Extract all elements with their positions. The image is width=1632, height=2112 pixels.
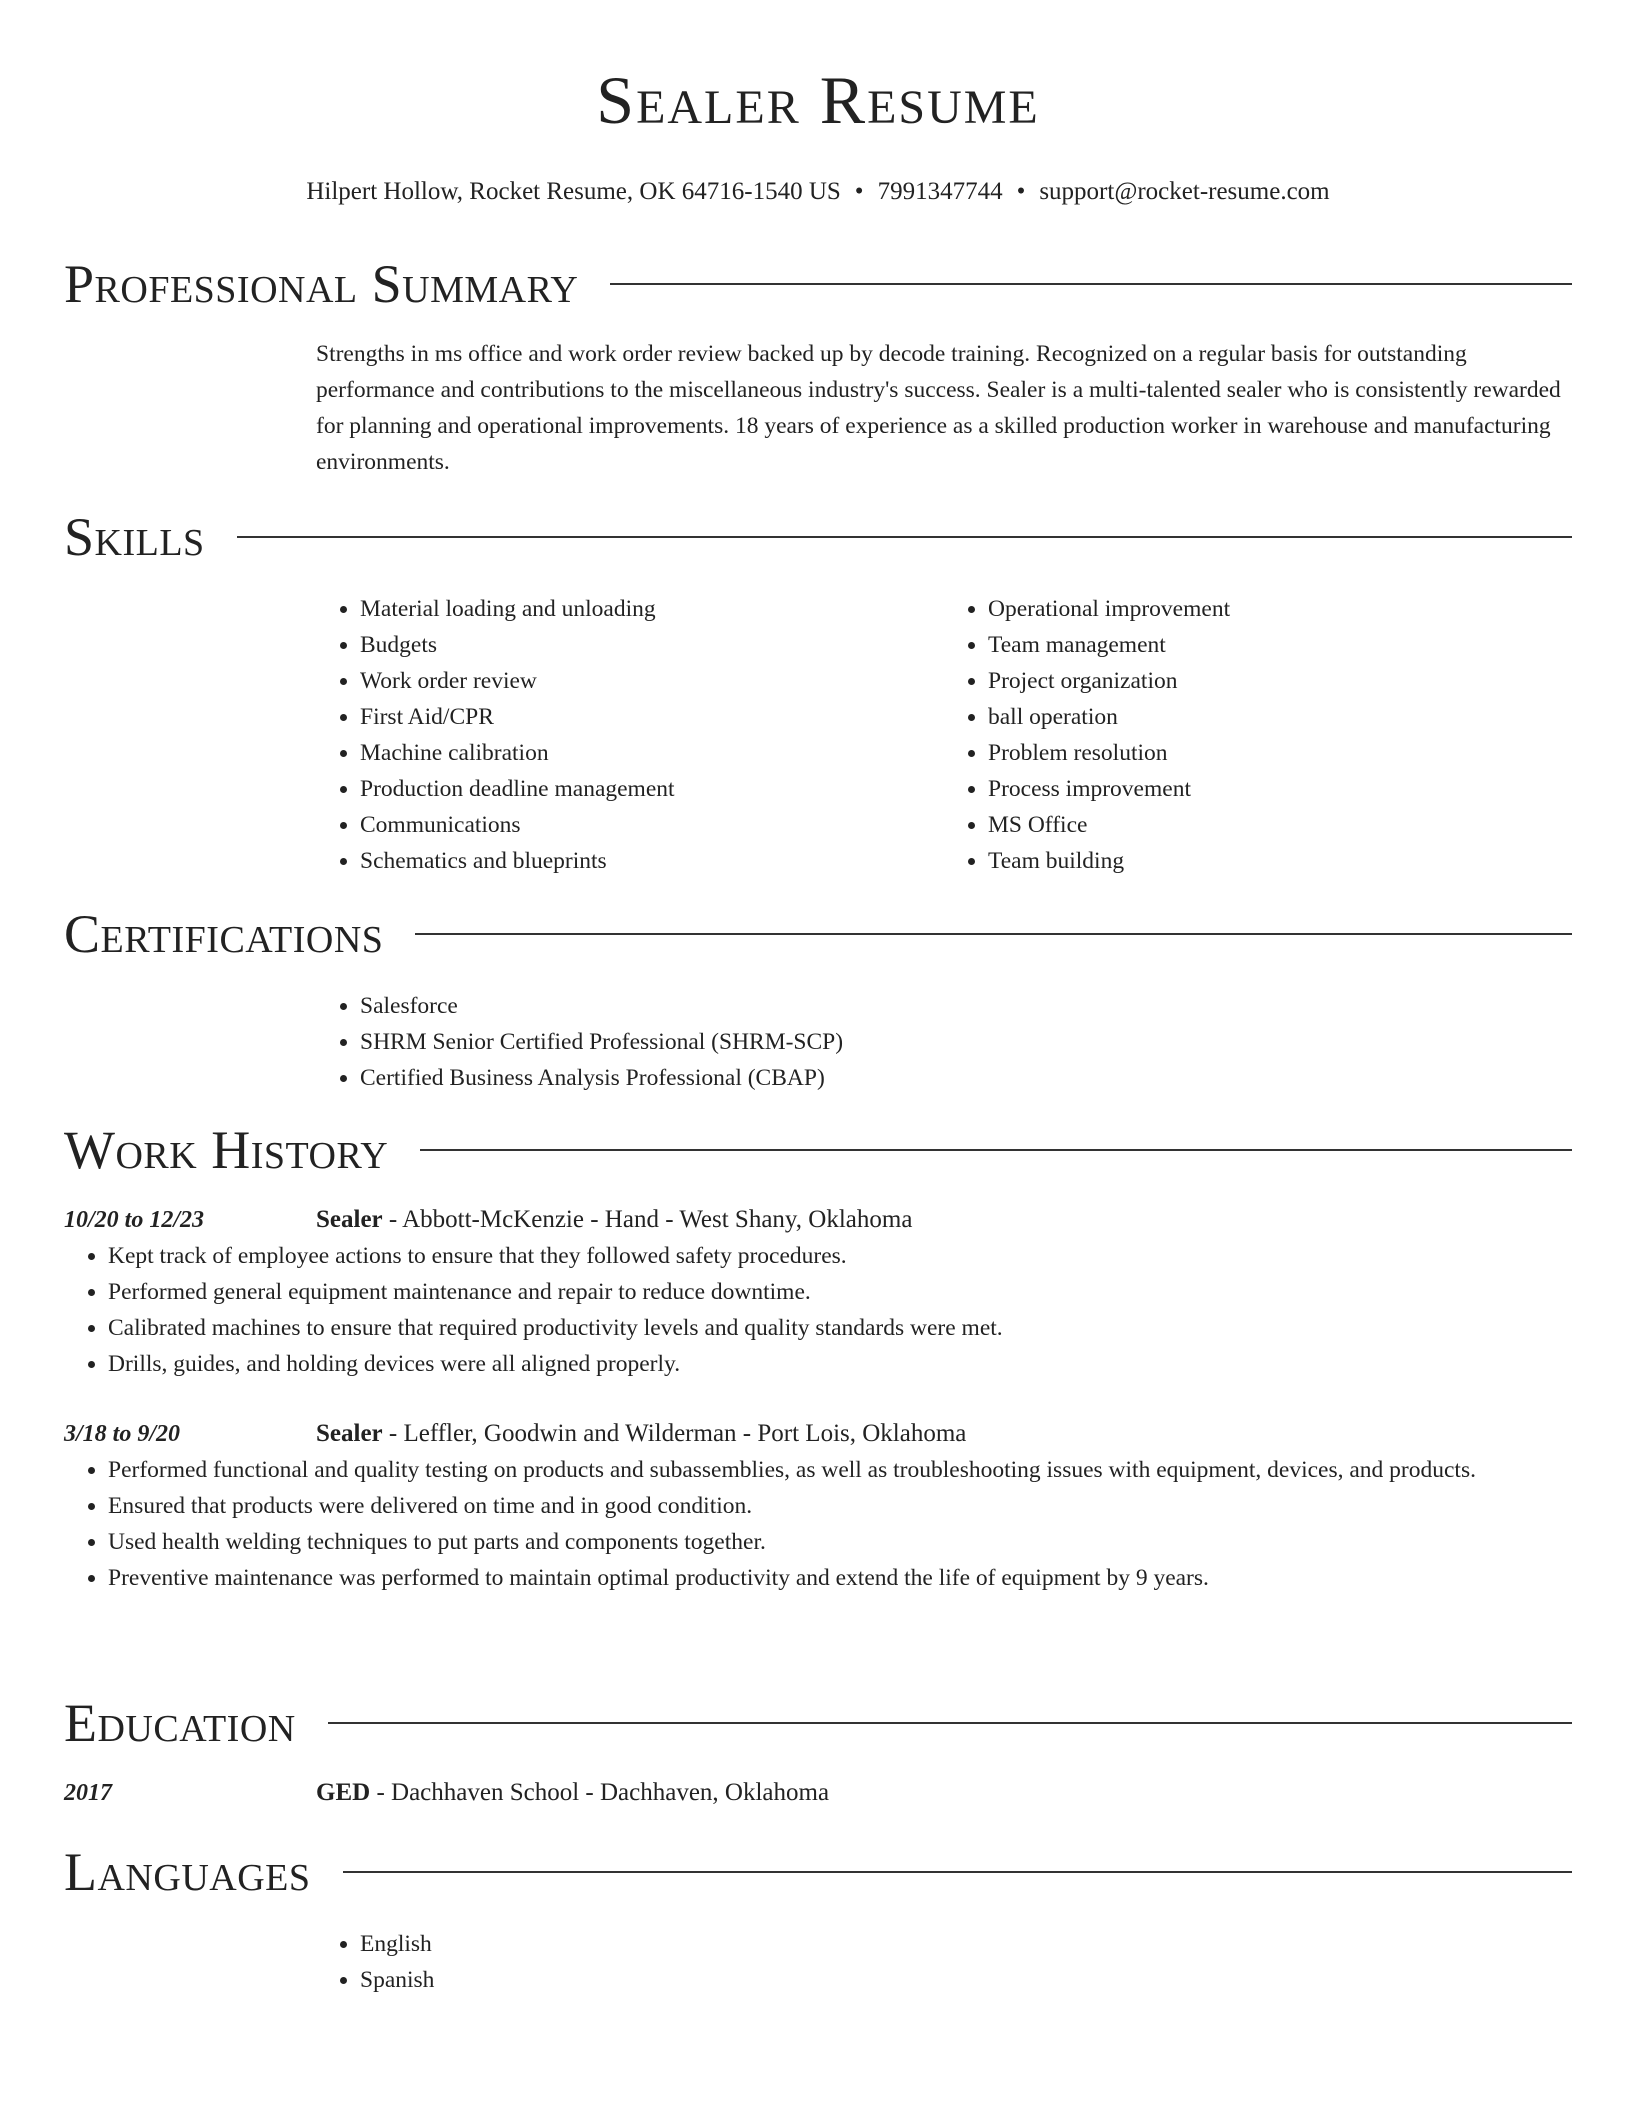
certification-item: • Certified Business Analysis Professional (CBAP) xyxy=(360,1060,1572,1096)
skill-item: • ball operation xyxy=(988,699,1572,735)
section-divider xyxy=(420,1149,1572,1151)
job-entry xyxy=(64,1416,1572,1596)
job-bullet: • Drills, guides, and holding devices were all aligned properly. xyxy=(108,1346,1572,1382)
skill-item: • MS Office xyxy=(988,807,1572,843)
certification-item: • SHRM Senior Certified Professional (SHRM-SCP) xyxy=(360,1024,1572,1060)
skill-item: • Process improvement xyxy=(988,771,1572,807)
languages-heading-row xyxy=(64,1840,1572,1904)
skill-item: • Work order review xyxy=(360,663,944,699)
certification-item: • Salesforce xyxy=(360,988,1572,1024)
summary-heading-row xyxy=(64,252,1572,316)
section-heading: Education xyxy=(64,1693,296,1753)
certifications-list xyxy=(316,988,1572,1096)
job-entry xyxy=(64,1202,1572,1382)
section-heading: Professional Summary xyxy=(64,254,579,314)
education-degree: GED xyxy=(316,1779,371,1806)
job-bullet: • Used health welding techniques to put parts and components together. xyxy=(108,1524,1572,1560)
skill-item: • Team management xyxy=(988,627,1572,663)
job-title: Sealer xyxy=(316,1420,383,1447)
language-item: • Spanish xyxy=(360,1962,1572,1998)
contact-phone: 7991347744 xyxy=(877,178,1003,205)
section-divider xyxy=(415,933,1572,935)
section-divider xyxy=(328,1722,1572,1724)
job-dates: 10/20 to 12/23 xyxy=(64,1207,205,1233)
language-item: • English xyxy=(360,1926,1572,1962)
skill-item: • Project organization xyxy=(988,663,1572,699)
certifications-section xyxy=(64,902,1572,1096)
resume-title: Sealer Resume xyxy=(596,62,1040,138)
section-heading: Work History xyxy=(64,1120,389,1180)
contact-address: Hilpert Hollow, Rocket Resume, OK 64716-1540 US xyxy=(306,178,841,205)
summary-section xyxy=(64,252,1572,480)
contact-separator: • xyxy=(1016,178,1026,205)
skills-heading-row xyxy=(64,505,1572,569)
skills-list-left xyxy=(316,591,944,879)
skill-item: • Communications xyxy=(360,807,944,843)
languages-list xyxy=(316,1926,1572,1998)
skill-item: • Schematics and blueprints xyxy=(360,843,944,879)
skill-item: • Production deadline management xyxy=(360,771,944,807)
job-details: - Leffler, Goodwin and Wilderman - Port Lois, Oklahoma xyxy=(382,1420,967,1447)
skill-item: • First Aid/CPR xyxy=(360,699,944,735)
job-bullet: • Kept track of employee actions to ensure that they followed safety procedures. xyxy=(108,1238,1572,1274)
section-heading: Certifications xyxy=(64,904,384,964)
skill-item: • Operational improvement xyxy=(988,591,1572,627)
contact-email: support@rocket-resume.com xyxy=(1039,178,1330,205)
job-bullets xyxy=(64,1452,1572,1596)
job-bullet: • Performed general equipment maintenance and repair to reduce downtime. xyxy=(108,1274,1572,1310)
languages-section xyxy=(64,1840,1572,1998)
skill-item: • Budgets xyxy=(360,627,944,663)
skill-item: • Material loading and unloading xyxy=(360,591,944,627)
work-history-section xyxy=(64,1118,1572,1596)
contact-separator: • xyxy=(854,178,864,205)
job-title-line xyxy=(316,1416,966,1452)
job-bullet: • Ensured that products were delivered on time and in good condition. xyxy=(108,1488,1572,1524)
job-title: Sealer xyxy=(316,1206,383,1233)
job-dates: 3/18 to 9/20 xyxy=(64,1421,181,1447)
section-divider xyxy=(610,283,1572,285)
job-bullet: • Performed functional and quality testing on products and subassemblies, as well as troubleshooting issues with equipment, devices, and products. xyxy=(108,1452,1572,1488)
job-bullet: • Calibrated machines to ensure that required productivity levels and quality standards were met. xyxy=(108,1310,1572,1346)
education-line xyxy=(316,1775,829,1811)
work-history-heading-row xyxy=(64,1118,1572,1182)
skills-section xyxy=(64,505,1572,879)
job-bullet: • Preventive maintenance was performed to maintain optimal productivity and extend the life of equipment by 9 years. xyxy=(108,1560,1572,1596)
education-section xyxy=(64,1691,1572,1811)
education-heading-row xyxy=(64,1691,1572,1755)
skill-item: • Team building xyxy=(988,843,1572,879)
education-details: - Dachhaven School - Dachhaven, Oklahoma xyxy=(370,1779,830,1806)
contact-line xyxy=(64,176,1572,208)
job-details: - Abbott-McKenzie - Hand - West Shany, Oklahoma xyxy=(382,1206,913,1233)
section-heading: Languages xyxy=(64,1842,311,1902)
skill-item: • Problem resolution xyxy=(988,735,1572,771)
job-title-line xyxy=(316,1202,912,1238)
section-heading: Skills xyxy=(64,507,205,567)
section-divider xyxy=(237,536,1572,538)
job-bullets xyxy=(64,1238,1572,1382)
skills-list-right xyxy=(944,591,1572,879)
skill-item: • Machine calibration xyxy=(360,735,944,771)
section-divider xyxy=(343,1871,1573,1873)
summary-text: Strengths in ms office and work order review backed up by decode training. Recognized on a regular basis for outstanding performance and contributions to the miscellaneous industry's success. Sealer is a multi-talented sealer who is consistently rewarded for planning and operational improvements. 18 years of experience as a skilled production worker in warehouse and manufacturing environments. xyxy=(316,341,1561,475)
certifications-heading-row xyxy=(64,902,1572,966)
education-year: 2017 xyxy=(64,1780,112,1806)
